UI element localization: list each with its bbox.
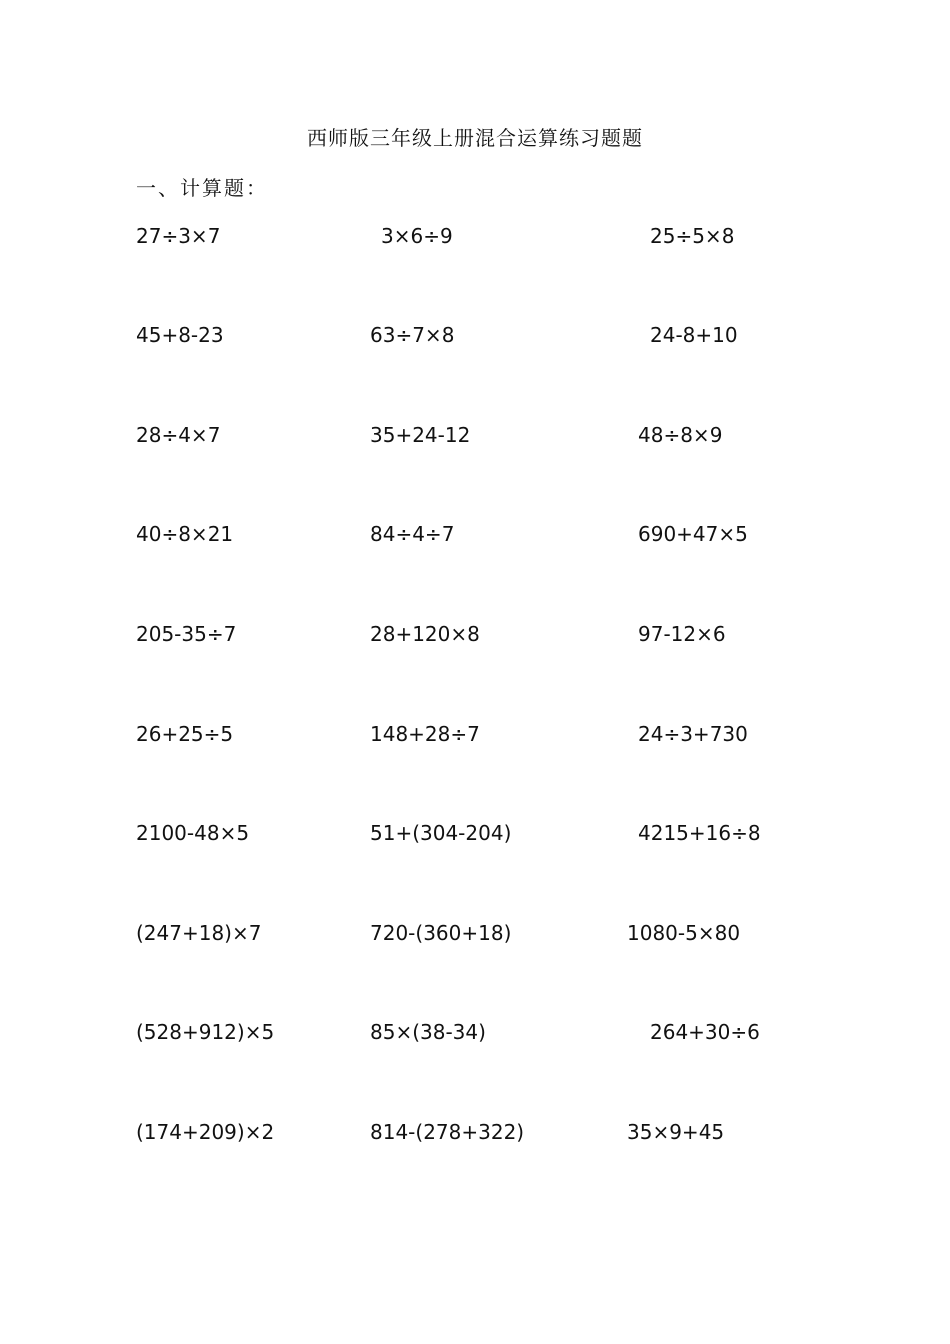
section-heading: 一、计算题： xyxy=(136,176,268,200)
problem-3-1: 28÷4×7 xyxy=(136,423,221,447)
problem-5-2: 28+120×8 xyxy=(370,622,480,646)
problem-7-3: 4215+16÷8 xyxy=(638,821,761,845)
problem-2-1: 45+8-23 xyxy=(136,323,224,347)
problem-10-2: 814-(278+322) xyxy=(370,1120,525,1144)
worksheet-title: 西师版三年级上册混合运算练习题题 xyxy=(307,126,643,150)
problem-9-2: 85×(38-34) xyxy=(370,1020,486,1044)
problem-8-2: 720-(360+18) xyxy=(370,921,512,945)
problem-3-3: 48÷8×9 xyxy=(638,423,723,447)
problem-4-2: 84÷4÷7 xyxy=(370,522,455,546)
problem-2-3: 24-8+10 xyxy=(650,323,738,347)
problem-4-1: 40÷8×21 xyxy=(136,522,234,546)
problem-9-1: (528+912)×5 xyxy=(136,1020,275,1044)
problem-10-3: 35×9+45 xyxy=(627,1120,725,1144)
problem-8-3: 1080-5×80 xyxy=(627,921,741,945)
problem-9-3: 264+30÷6 xyxy=(650,1020,760,1044)
problem-6-2: 148+28÷7 xyxy=(370,722,480,746)
problem-6-3: 24÷3+730 xyxy=(638,722,748,746)
problem-6-1: 26+25÷5 xyxy=(136,722,234,746)
problem-7-1: 2100-48×5 xyxy=(136,821,250,845)
problem-2-2: 63÷7×8 xyxy=(370,323,455,347)
problem-1-3: 25÷5×8 xyxy=(650,224,735,248)
problem-3-2: 35+24-12 xyxy=(370,423,471,447)
problem-7-2: 51+(304-204) xyxy=(370,821,512,845)
problem-1-2: 3×6÷9 xyxy=(381,224,453,248)
problem-1-1: 27÷3×7 xyxy=(136,224,221,248)
problem-8-1: (247+18)×7 xyxy=(136,921,262,945)
problem-5-3: 97-12×6 xyxy=(638,622,726,646)
problem-10-1: (174+209)×2 xyxy=(136,1120,275,1144)
problem-5-1: 205-35÷7 xyxy=(136,622,237,646)
problem-4-3: 690+47×5 xyxy=(638,522,748,546)
